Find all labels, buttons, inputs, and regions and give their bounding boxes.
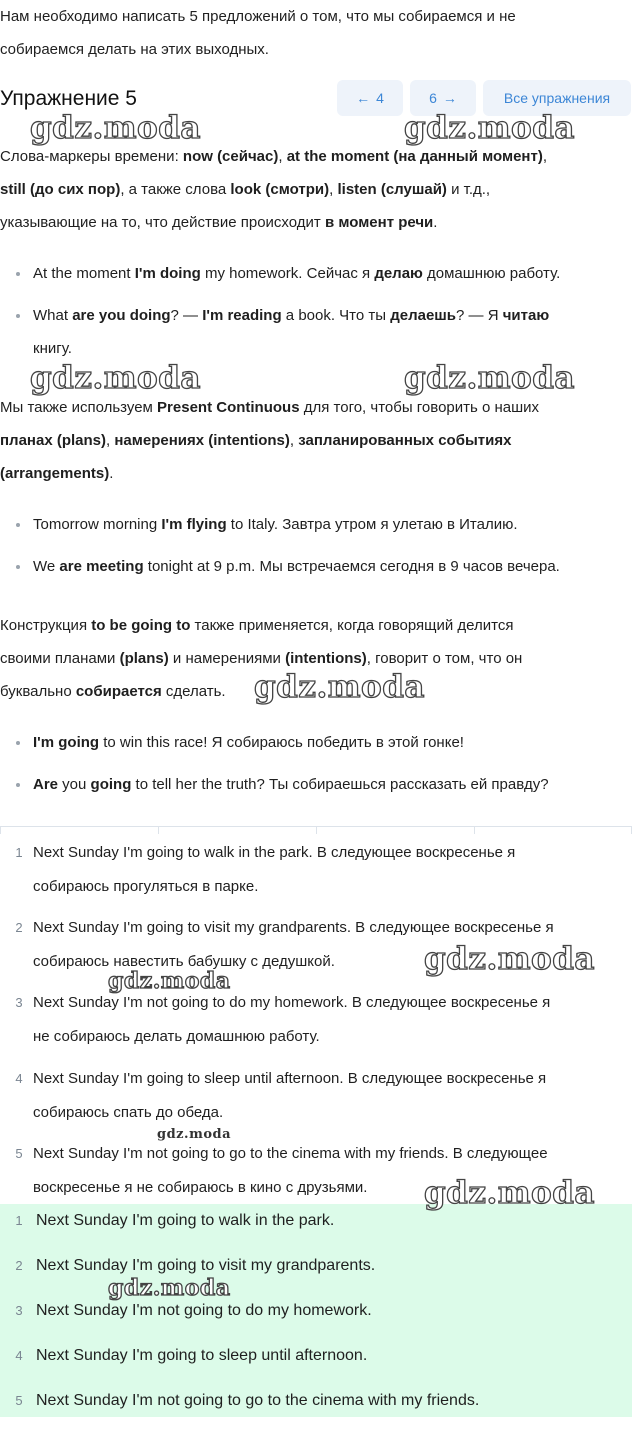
watermark-logo: gdz.moda xyxy=(404,360,575,396)
text-run: . xyxy=(109,465,114,482)
example3-text-1 xyxy=(33,726,630,759)
solution-number: 4 xyxy=(15,1071,23,1086)
bold-text: are you doing xyxy=(72,307,171,324)
text-run: to Italy. Завтра утром я улетаю в Италию. xyxy=(226,516,518,533)
solution-text: Next Sunday I'm going to sleep until afternoon. В следующее воскресенье я xyxy=(33,1070,547,1087)
solution-number: 1 xyxy=(15,845,23,860)
bold-text: (plans) xyxy=(119,650,169,667)
watermark-logo: gdz.moda xyxy=(157,1127,232,1142)
prev-exercise-button[interactable] xyxy=(337,80,403,116)
bold-text: собирается xyxy=(75,683,162,700)
watermark-logo: gdz.moda xyxy=(30,110,201,146)
bullet-icon xyxy=(16,272,20,276)
bold-text: запланированных событиях xyxy=(298,432,512,449)
watermark-logo: gdz.moda xyxy=(108,1275,231,1301)
bold-text: читаю xyxy=(502,307,550,324)
theory1-line-3 xyxy=(0,206,630,239)
answer-text: Next Sunday I'm not going to do my homework. xyxy=(36,1302,372,1319)
theory2-line-3 xyxy=(0,457,630,490)
text-run: , xyxy=(278,148,287,165)
text-run: to tell her the truth? Ты собираешься рассказать ей правду? xyxy=(131,776,549,793)
bold-text: I'm going xyxy=(33,734,100,751)
bold-text: Are xyxy=(33,776,59,793)
bold-text: listen (слушай) xyxy=(337,181,447,198)
exercise-title: Упражнение 5 xyxy=(0,87,137,110)
text-run: для того, чтобы говорить о наших xyxy=(299,399,540,416)
solution-number: 5 xyxy=(15,1146,23,1161)
text-run: , говорит о том, что он xyxy=(366,650,523,667)
answer-text: Next Sunday I'm going to sleep until afternoon. xyxy=(36,1347,368,1364)
answer-number: 3 xyxy=(15,1303,23,1318)
text-run: you xyxy=(58,776,91,793)
bold-text: (arrangements) xyxy=(0,465,110,482)
bold-text: look (смотри) xyxy=(230,181,330,198)
solution-number: 2 xyxy=(15,920,23,935)
text-run: буквально xyxy=(0,683,76,700)
text-run: a book. Что ты xyxy=(281,307,391,324)
bold-text: are meeting xyxy=(59,558,144,575)
solution-text: Next Sunday I'm going to walk in the park. В следующее воскресенье я xyxy=(33,844,516,861)
text-run: At the moment xyxy=(33,265,135,282)
bold-text: at the moment (на данный момент) xyxy=(286,148,543,165)
all-exercises-button[interactable]: Все упражнения xyxy=(483,80,631,116)
text-run: , а также слова xyxy=(120,181,231,198)
bullet-icon xyxy=(16,741,20,745)
answer-text: Next Sunday I'm going to visit my grandparents. xyxy=(36,1257,376,1274)
solution-number: 3 xyxy=(15,995,23,1010)
bold-text: I'm reading xyxy=(202,307,282,324)
answer-number: 1 xyxy=(15,1213,23,1228)
solution-text: собираюсь прогуляться в парке. xyxy=(33,878,259,895)
solution-text: собираюсь навестить бабушку с дедушкой. xyxy=(33,953,335,970)
text-run: , xyxy=(542,148,548,165)
text-run: What xyxy=(33,307,73,324)
bold-text: в момент речи xyxy=(324,214,434,231)
bold-text: делаешь xyxy=(390,307,457,324)
text-run: указывающие на то, что действие происходит xyxy=(0,214,325,231)
bullet-icon xyxy=(16,783,20,787)
intro-line-2: собираемся делать на этих выходных. xyxy=(0,41,269,58)
answer-text: Next Sunday I'm not going to go to the cinema with my friends. xyxy=(36,1392,480,1409)
example2-text-2 xyxy=(33,550,630,583)
example1-text-1 xyxy=(33,257,630,290)
bold-text: I'm flying xyxy=(161,516,227,533)
theory3-line-1 xyxy=(0,609,630,642)
arrow-right-icon: → xyxy=(442,90,457,106)
text-run: Tomorrow morning xyxy=(33,516,162,533)
solution-text: собираюсь спать до обеда. xyxy=(33,1104,224,1121)
prev-exercise-label: 4 xyxy=(376,90,384,106)
watermark-logo: gdz.moda xyxy=(424,941,595,977)
answer-number: 5 xyxy=(15,1393,23,1408)
bullet-icon xyxy=(16,565,20,569)
theory2-line-2 xyxy=(0,424,630,457)
text-run: . xyxy=(433,214,438,231)
text-run: своими планами xyxy=(0,650,120,667)
solution-text: Next Sunday I'm not going to go to the cinema with my friends. В следующее xyxy=(33,1145,548,1162)
theory1-line-2 xyxy=(0,173,630,206)
solution-text: не собираюсь делать домашнюю работу. xyxy=(33,1028,320,1045)
next-exercise-label: 6 xyxy=(429,90,437,106)
text-run: We xyxy=(33,558,60,575)
bold-text: I'm doing xyxy=(134,265,201,282)
intro-line-1: Нам необходимо написать 5 предложений о том, что мы собираемся и не xyxy=(0,8,516,25)
text-run: Слова-маркеры времени: xyxy=(0,148,183,165)
bullet-icon xyxy=(16,523,20,527)
example2-text-1 xyxy=(33,508,630,541)
watermark-logo: gdz.moda xyxy=(424,1175,595,1211)
solution-text: Next Sunday I'm not going to do my homework. В следующее воскресенье я xyxy=(33,994,551,1011)
text-run: , xyxy=(106,432,115,449)
watermark-logo: gdz.moda xyxy=(30,360,201,396)
text-run: ? — Я xyxy=(456,307,503,324)
arrow-left-icon: ← xyxy=(356,90,371,106)
text-run: домашнюю работу. xyxy=(422,265,561,282)
solution-text: воскресенье я не собираюсь в кино с друзьями. xyxy=(33,1179,368,1196)
text-run: , xyxy=(329,181,338,198)
text-run: и намерениями xyxy=(168,650,286,667)
text-run: Конструкция xyxy=(0,617,92,634)
text-run: и т.д., xyxy=(446,181,491,198)
example3-text-2 xyxy=(33,768,630,801)
bold-text: делаю xyxy=(374,265,423,282)
bold-text: going xyxy=(90,776,132,793)
watermark-logo: gdz.moda xyxy=(254,669,425,705)
bold-text: still (до сих пор) xyxy=(0,181,121,198)
bold-text: Present Continuous xyxy=(157,399,300,416)
answer-text: Next Sunday I'm going to walk in the park. xyxy=(36,1212,335,1229)
answer-number: 2 xyxy=(15,1258,23,1273)
bullet-icon xyxy=(16,314,20,318)
text-run: книгу. xyxy=(33,340,72,357)
bold-text: to be going to xyxy=(91,617,191,634)
watermark-logo: gdz.moda xyxy=(404,110,575,146)
bold-text: now (сейчас) xyxy=(182,148,279,165)
watermark-logo: gdz.moda xyxy=(108,968,231,994)
text-run: to win this race! Я собираюсь победить в этой гонке! xyxy=(99,734,464,751)
answer-number: 4 xyxy=(15,1348,23,1363)
solution-text: Next Sunday I'm going to visit my grandparents. В следующее воскресенье я xyxy=(33,919,554,936)
text-run: также применяется, когда говорящий делится xyxy=(190,617,514,634)
text-run: сделать. xyxy=(161,683,226,700)
text-run: ? — xyxy=(170,307,203,324)
text-run: Мы также используем xyxy=(0,399,158,416)
text-run: , xyxy=(289,432,299,449)
text-run: my homework. Сейчас я xyxy=(200,265,375,282)
bold-text: планах (plans) xyxy=(0,432,107,449)
bold-text: намерениях (intentions) xyxy=(114,432,290,449)
example1-text-2a xyxy=(33,299,630,332)
answers-block xyxy=(0,1204,632,1417)
divider-ticks xyxy=(0,826,632,834)
text-run: tonight at 9 p.m. Мы встречаемся сегодня в 9 часов вечера. xyxy=(143,558,560,575)
bold-text: (intentions) xyxy=(285,650,367,667)
